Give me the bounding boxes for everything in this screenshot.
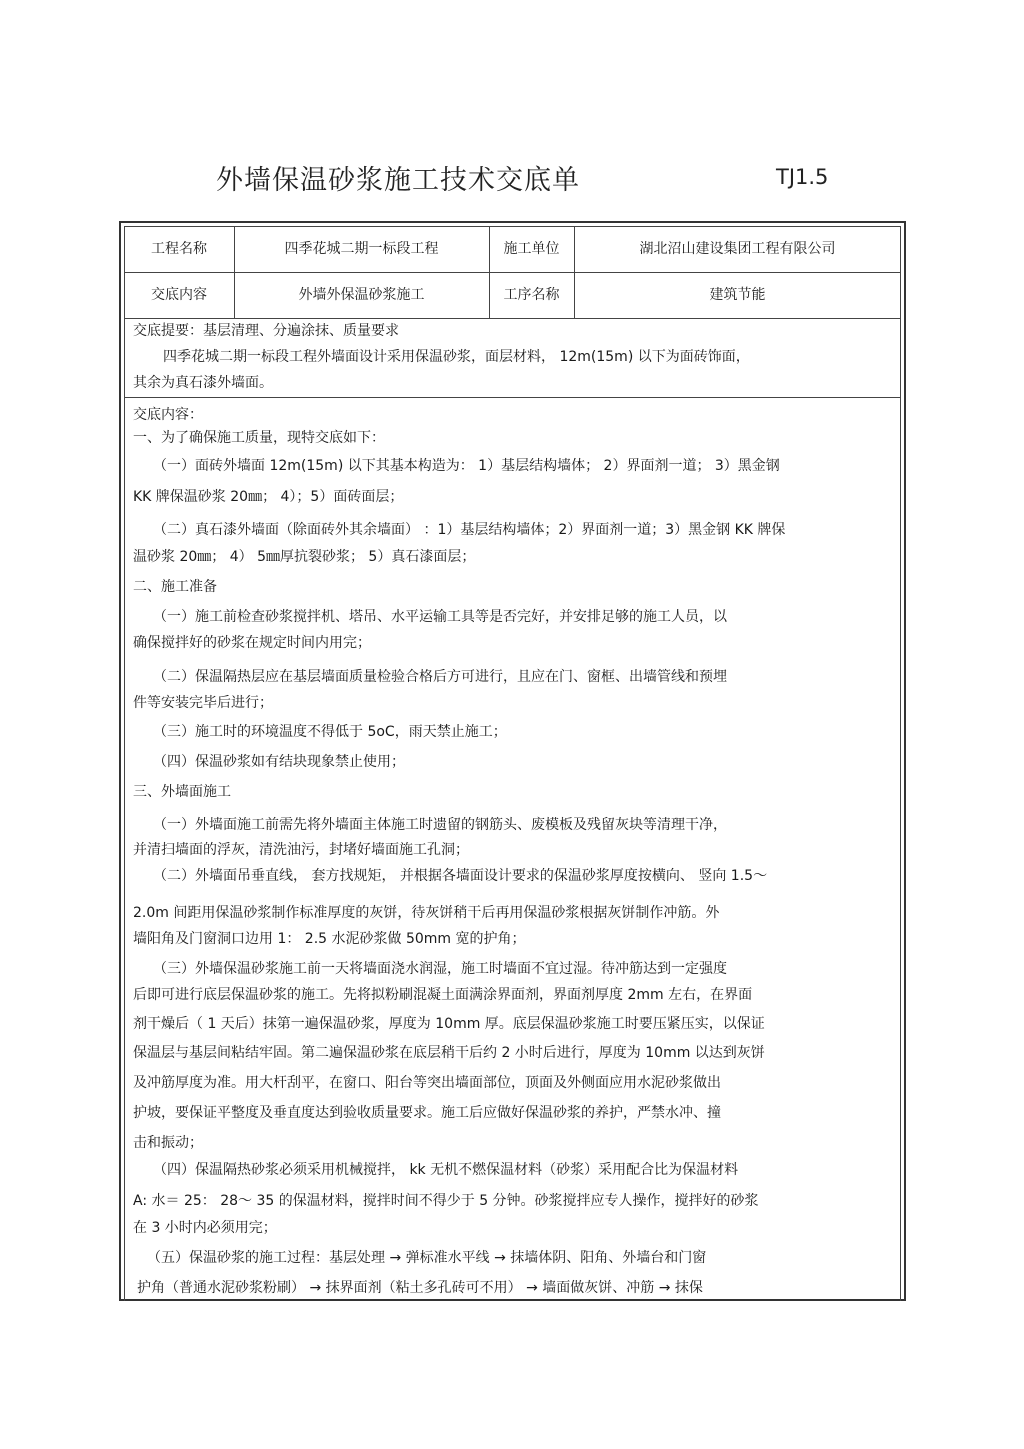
header-row-project — [124, 227, 901, 272]
process-name-label: 工序名称 — [503, 287, 560, 303]
content-line: 并清扫墙面的浮灰，清洗油污，封堵好墙面施工孔洞； — [133, 842, 469, 858]
col-divider-2 — [489, 226, 490, 318]
summary-line: 交底提要：基层清理、分遍涂抹、质量要求 — [133, 323, 399, 339]
construction-unit-value: 湖北沼山建设集团工程有限公司 — [639, 241, 836, 257]
header-row-content — [124, 273, 901, 318]
content-line: 2.0m 间距用保温砂浆制作标准厚度的灰饼，待灰饼稍干后再用保温砂浆根据灰饼制作冲筋。外 — [133, 905, 720, 921]
project-name-value: 四季花城二期一标段工程 — [284, 241, 439, 257]
content-line: （四）保温砂浆如有结块现象禁止使用； — [153, 754, 405, 770]
content-line: 件等安装完毕后进行； — [133, 695, 273, 711]
content-line: （五）保温砂浆的施工过程：基层处理 → 弹标准水平线 → 抹墙体阴、阳角、外墙台和门窗 — [147, 1250, 707, 1266]
content-line: 击和振动； — [133, 1135, 203, 1151]
content-value: 外墙外保温砂浆施工 — [298, 287, 425, 303]
content-line: （三）外墙保温砂浆施工前一天将墙面浇水润湿，施工时墙面不宜过湿。待冲筋达到一定强度 — [153, 961, 727, 977]
content-line: 二、施工准备 — [133, 579, 217, 595]
content-line: （一）外墙面施工前需先将外墙面主体施工时遗留的钢筋头、废模板及残留灰块等清理干净， — [153, 817, 727, 833]
content-line: 温砂浆 20㎜； 4） 5㎜厚抗裂砂浆； 5）真石漆面层； — [133, 549, 476, 565]
content-line: 确保搅拌好的砂浆在规定时间内用完； — [133, 635, 371, 651]
summary-divider — [124, 397, 901, 398]
content-line: （三）施工时的环境温度不得低于 5oC，雨天禁止施工； — [153, 724, 507, 740]
content-line: （二）保温隔热层应在基层墙面质量检验合格后方可进行，且应在门、窗框、出墙管线和预埋 — [153, 669, 727, 685]
col-divider-1 — [234, 226, 235, 318]
project-name-label: 工程名称 — [151, 241, 207, 257]
document-title: 外墙保温砂浆施工技术交底单 — [216, 165, 580, 196]
summary-line: 四季花城二期一标段工程外墙面设计采用保温砂浆，面层材料， 12m(15m) 以下为面砖饰面， — [163, 349, 750, 365]
summary-line: 其余为真石漆外墙面。 — [133, 375, 273, 391]
content-line: KK 牌保温砂浆 20㎜； 4）；5）面砖面层； — [133, 489, 404, 505]
header-divider-2 — [124, 318, 901, 319]
content-label: 交底内容 — [151, 287, 207, 303]
content-line: 保温层与基层间粘结牢固。第二遍保温砂浆在底层稍干后约 2 小时后进行，厚度为 10mm 以达到灰饼 — [133, 1045, 765, 1061]
content-line: A: 水＝ 25： 28～ 35 的保温材料，搅拌时间不得少于 5 分钟。砂浆搅拌应专人操作，搅拌好的砂浆 — [133, 1193, 759, 1209]
content-line: 墙阳角及门窗洞口边用 1： 2.5 水泥砂浆做 50mm 宽的护角； — [133, 931, 526, 947]
content-line: 一、为了确保施工质量，现特交底如下： — [133, 430, 385, 446]
content-line: 交底内容： — [133, 407, 203, 423]
content-line: （二）外墙面吊垂直线， 套方找规矩， 并根据各墙面设计要求的保温砂浆厚度按横向、 竖向 1.5～ — [153, 868, 768, 884]
construction-unit-label: 施工单位 — [503, 241, 560, 257]
col-divider-3 — [574, 226, 575, 318]
content-line: 护角（普通水泥砂浆粉刷） → 抹界面剂（粘土多孔砖可不用） → 墙面做灰饼、冲筋 → 抹保 — [137, 1280, 703, 1296]
content-line: 三、外墙面施工 — [133, 784, 231, 800]
content-line: （一）施工前检查砂浆搅拌机、塔吊、水平运输工具等是否完好，并安排足够的施工人员，以 — [153, 609, 727, 625]
document-code: TJ1.5 — [776, 165, 829, 189]
content-line: （四）保温隔热砂浆必须采用机械搅拌， kk 无机不燃保温材料（砂浆）采用配合比为保温材料 — [153, 1162, 739, 1178]
content-line: 在 3 小时内必须用完； — [133, 1220, 277, 1236]
content-line: 剂干燥后（ 1 天后）抹第一遍保温砂浆，厚度为 10mm 厚。底层保温砂浆施工时要压紧压实，以保证 — [133, 1016, 765, 1032]
content-line: （二）真石漆外墙面（除面砖外其余墙面） ：1）基层结构墙体；2）界面剂一道；3）黑金钢 KK 牌保 — [153, 522, 786, 538]
content-line: 护坡，要保证平整度及垂直度达到验收质量要求。施工后应做好保温砂浆的养护，严禁水冲、撞 — [133, 1105, 721, 1121]
content-line: （一）面砖外墙面 12m(15m) 以下其基本构造为： 1）基层结构墙体； 2）界面剂一道； 3）黑金钢 — [153, 458, 780, 474]
process-name-value: 建筑节能 — [709, 287, 766, 303]
content-line: 后即可进行底层保温砂浆的施工。先将拟粉刷混凝土面满涂界面剂，界面剂厚度 2mm 左右，在界面 — [133, 987, 753, 1003]
content-line: 及冲筋厚度为准。用大杆刮平，在窗口、阳台等突出墙面部位，顶面及外侧面应用水泥砂浆做出 — [133, 1075, 721, 1091]
